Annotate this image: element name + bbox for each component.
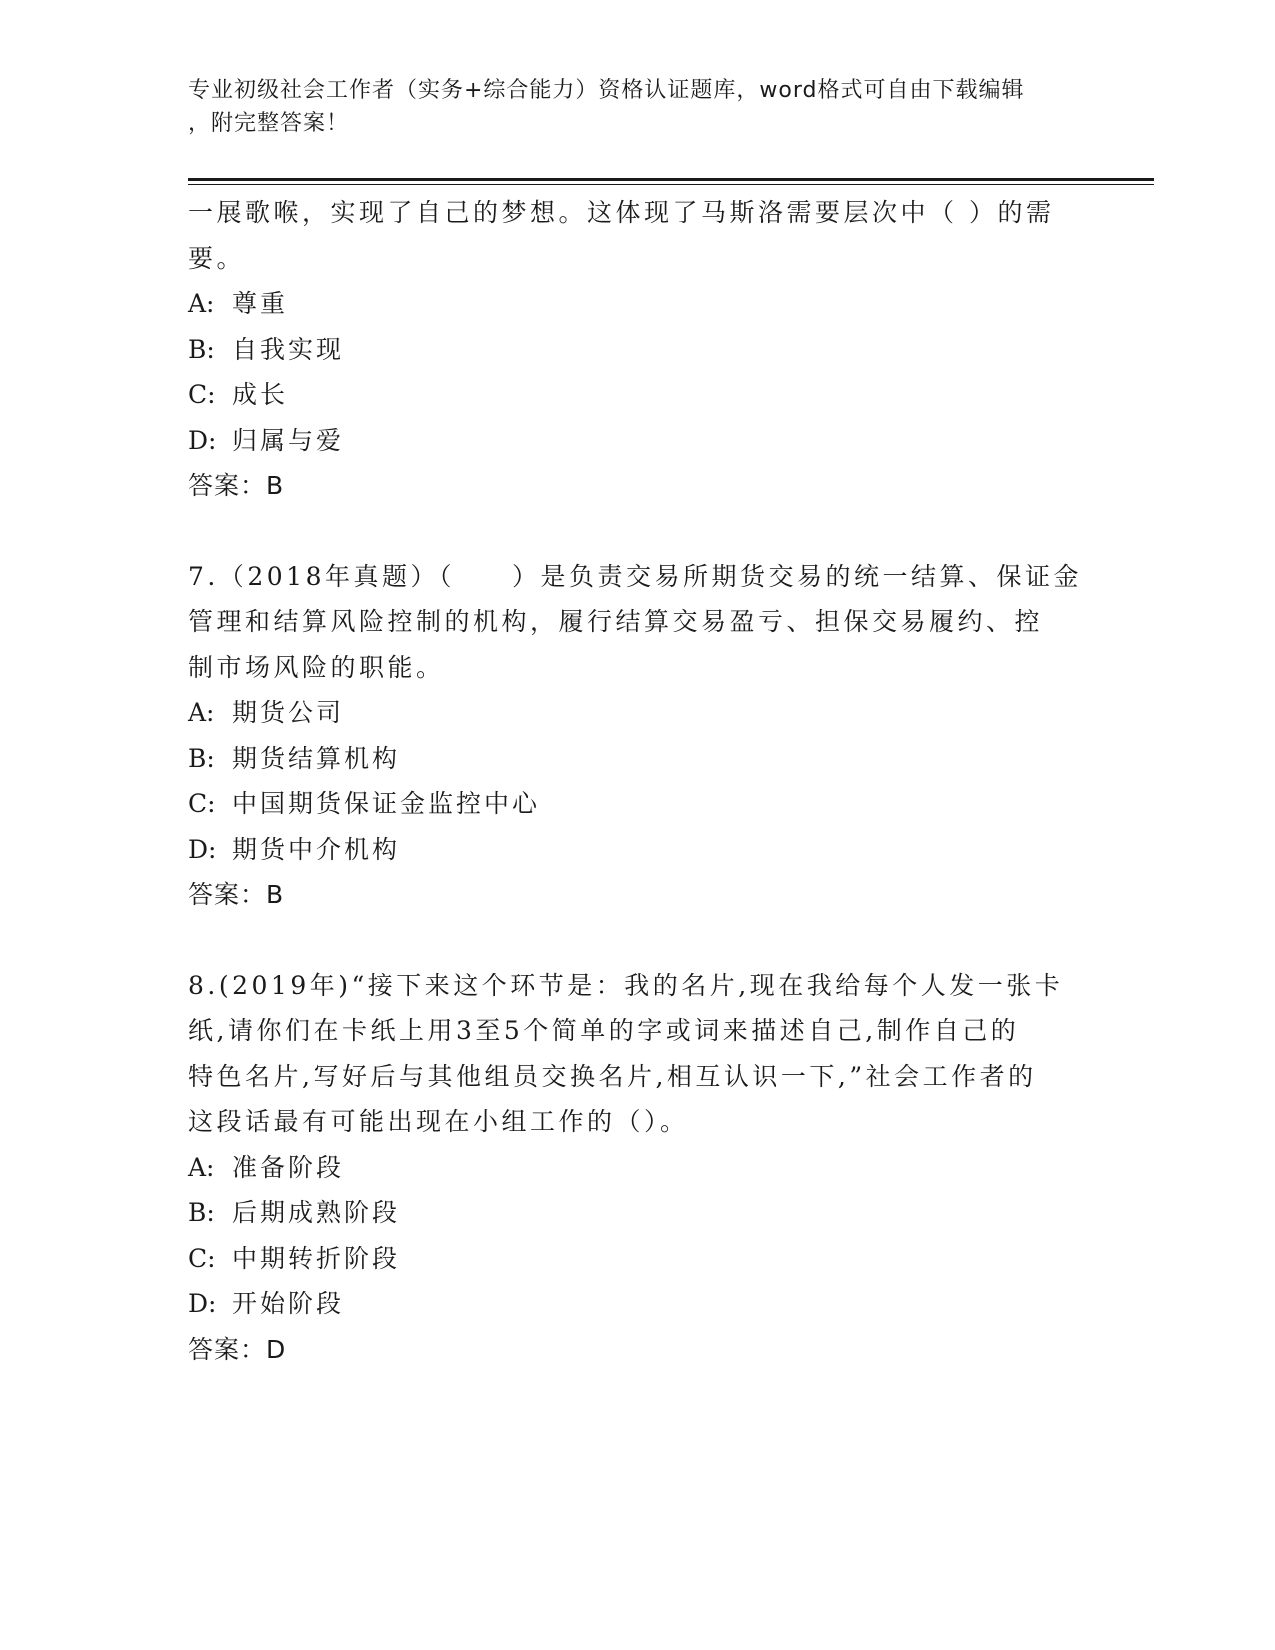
header-divider-thick [188, 178, 1154, 181]
option-label: B: [188, 334, 215, 364]
option-label: B: [188, 1198, 215, 1227]
option-a [188, 281, 1088, 327]
question-stem-line: 管理和结算风险控制的机构，履行结算交易盈亏、担保交易履约、控 [188, 607, 1044, 636]
option-text: 尊重 [232, 289, 289, 318]
answer-line: 答案：B [188, 880, 285, 909]
question-block [188, 554, 1088, 918]
question-block [188, 963, 1088, 1373]
question-block [188, 190, 1088, 509]
question-stem-line: 一展歌喉，实现了自己的梦想。这体现了马斯洛需要层次中（ ）的需 [188, 198, 1055, 227]
option-a [188, 690, 1088, 736]
answer-line: 答案：D [188, 1334, 287, 1364]
option-a [188, 1145, 1088, 1191]
option-text: 期货结算机构 [232, 743, 401, 773]
option-d [188, 418, 1088, 464]
option-text: 后期成熟阶段 [232, 1198, 401, 1227]
option-label: D: [188, 1289, 217, 1318]
question-list [188, 190, 1088, 1372]
question-stem-line: 纸,请你们在卡纸上用3至5个简单的字或词来描述自己,制作自己的 [188, 1016, 1020, 1045]
question-stem-line: 这段话最有可能出现在小组工作的（）。 [188, 1107, 689, 1136]
question-stem-line: 制市场风险的职能。 [188, 652, 445, 682]
document-header [188, 74, 1088, 140]
option-label: A: [188, 1152, 215, 1182]
question-stem-line: 特色名片,写好后与其他组员交换名片,相互认识一下,”社会工作者的 [188, 1061, 1037, 1091]
question-spacer [188, 509, 1088, 554]
option-b [188, 736, 1088, 782]
option-text: 自我实现 [232, 334, 345, 364]
option-label: D: [188, 834, 217, 864]
option-text: 期货中介机构 [232, 834, 401, 864]
option-b [188, 1190, 1088, 1236]
option-d [188, 827, 1088, 873]
question-stem-line: 要。 [188, 243, 246, 273]
option-c [188, 1236, 1088, 1282]
header-divider-thin [188, 184, 1154, 185]
option-label: B: [188, 743, 215, 773]
option-text: 归属与爱 [232, 425, 345, 455]
question-spacer [188, 918, 1088, 963]
option-text: 开始阶段 [232, 1289, 345, 1318]
option-label: A: [188, 698, 215, 727]
option-d [188, 1281, 1088, 1327]
option-label: C: [188, 1243, 216, 1273]
option-label: C: [188, 380, 216, 409]
option-text: 准备阶段 [232, 1152, 345, 1182]
option-text: 中期转折阶段 [232, 1243, 401, 1273]
option-text: 期货公司 [232, 698, 345, 727]
option-label: D: [188, 425, 217, 455]
question-stem-line: 7.（2018年真题）（ ）是负责交易所期货交易的统一结算、保证金 [188, 561, 1082, 591]
option-label: A: [188, 289, 215, 318]
header-title-line-1: 专业初级社会工作者（实务+综合能力）资格认证题库，word格式可自由下载编辑 [188, 78, 1025, 103]
option-text: 中国期货保证金监控中心 [232, 789, 541, 818]
answer-line: 答案：B [188, 471, 285, 500]
header-title-line-2: ，附完整答案！ [188, 111, 350, 136]
option-c [188, 781, 1088, 827]
option-c [188, 372, 1088, 418]
option-b [188, 327, 1088, 373]
option-text: 成长 [232, 380, 289, 409]
question-stem-line: 8.(2019年)“接下来这个环节是：我的名片,现在我给每个人发一张卡 [188, 970, 1064, 1000]
option-label: C: [188, 789, 216, 818]
